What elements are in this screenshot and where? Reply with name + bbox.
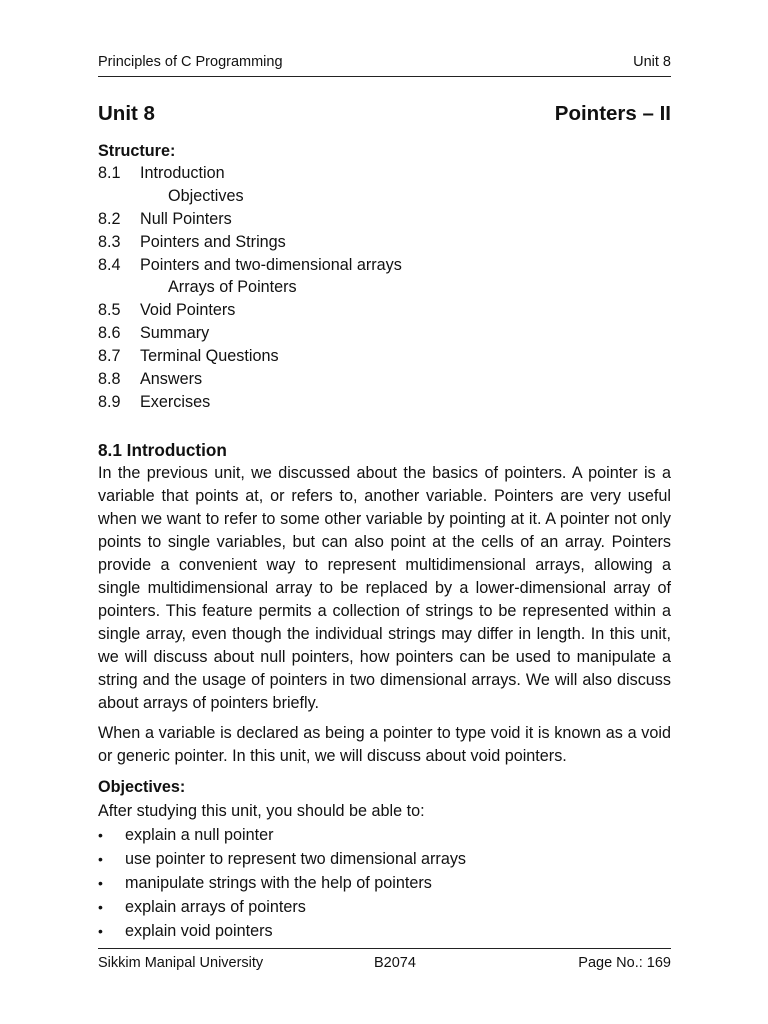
bullet-icon: • [98,850,103,867]
toc-number: 8.1 [98,164,121,182]
list-item [98,847,671,871]
unit-topic: Pointers – II [554,102,671,125]
toc-item [98,299,671,322]
objective-text: explain a null pointer [125,825,274,844]
header-unit-label: Unit 8 [633,54,671,70]
objective-text: explain arrays of pointers [125,897,306,916]
toc-number: 8.9 [98,392,121,411]
toc-label: Exercises [140,392,211,411]
toc-label: Pointers and Strings [140,232,286,251]
toc-number: 8.6 [98,324,121,343]
toc-number: 8.7 [98,347,121,366]
list-item [98,895,671,919]
footer-page-number: Page No.: 169 [578,955,671,971]
toc-number: 8.2 [98,209,121,228]
list-item [98,919,671,943]
toc-number: 8.4 [98,255,121,274]
objective-text: explain void pointers [125,921,273,940]
book-title: Principles of C Programming [98,54,283,70]
footer-divider [98,948,671,949]
section-heading: 8.1 Introduction [98,440,227,460]
toc-label: Terminal Questions [140,347,279,366]
objective-text: use pointer to represent two dimensional arrays [125,849,467,868]
bullet-icon: • [98,922,103,939]
objectives-lead: After studying this unit, you should be able to: [98,801,425,820]
toc-label: Objectives [168,186,244,205]
toc-number: 8.5 [98,301,121,320]
footer-university: Sikkim Manipal University [98,955,264,971]
toc-label: Void Pointers [140,301,236,320]
toc-label: Arrays of Pointers [168,278,297,297]
toc-label: Summary [140,324,210,343]
unit-title-row [98,101,671,127]
bullet-icon: • [98,898,103,915]
toc-item [98,254,671,277]
bullet-icon: • [98,826,103,843]
running-header [98,52,671,72]
objectives-heading: Objectives: [98,777,186,796]
toc-item [98,162,671,185]
bullet-icon: • [98,874,103,891]
running-footer [98,953,671,973]
toc-item [98,368,671,391]
toc-label: Answers [140,370,203,389]
toc-number: 8.3 [98,232,121,251]
toc-item [98,208,671,231]
toc-item [98,345,671,368]
toc-item [98,391,671,414]
intro-paragraph: In the previous unit, we discussed about the basics of pointers. A pointer is a variable that points at, or refers to, another variable. Pointers are very useful when we want to refer to some other variable by pointing at it. A pointer not only points to single variables, but can also point at the cells of an array. Pointers provide a convenient way to represent multidimensional arrays, allowing a single multidimensional array to be replaced by a lower-dimensional array of pointers. This feature permits a collection of strings to be represented within a single array, even though the individual strings may differ in length. In this unit, we will discuss about null pointers, how pointers can be used to manipulate a string and the usage of pointers in two dimensional arrays. We will also discuss about arrays of pointers briefly. [98,464,671,713]
toc-subitem [98,185,671,208]
list-item [98,823,671,847]
footer-course-code: B2074 [374,955,416,971]
toc-item [98,322,671,345]
list-item [98,871,671,895]
objective-text: manipulate strings with the help of pointers [125,873,432,892]
toc-number: 8.8 [98,370,121,389]
unit-title: Unit 8 [98,102,155,125]
toc-label: Null Pointers [140,209,232,228]
toc-label: Introduction [140,164,225,182]
toc-label: Pointers and two-dimensional arrays [140,255,402,274]
toc-item [98,231,671,254]
header-divider [98,76,671,77]
structure-section [98,140,671,414]
objectives-list [98,823,671,943]
introduction-section [98,438,671,943]
structure-heading: Structure: [98,142,176,160]
toc-subitem [98,276,671,299]
intro-paragraph: When a variable is declared as being a pointer to type void it is known as a void or generic pointer. In this unit, we will discuss about void pointers. [98,723,671,765]
